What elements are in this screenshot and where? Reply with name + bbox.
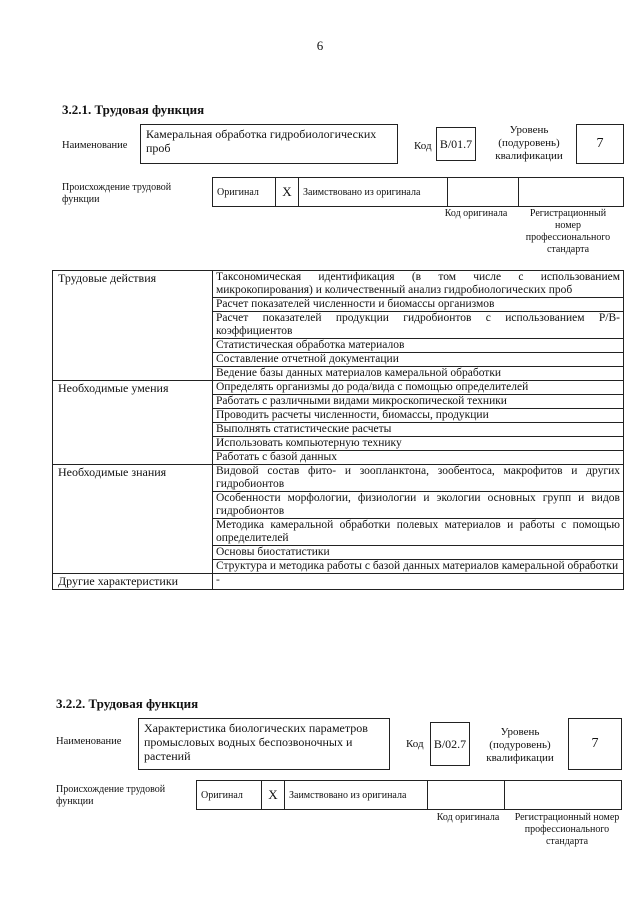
origin-table — [212, 177, 624, 207]
origin-label: Происхождение трудовой функции — [62, 182, 172, 205]
table-cell: Выполнять статистические расчеты — [213, 423, 624, 437]
section-title-3-2-2: 3.2.2. Трудовая функция — [56, 696, 199, 711]
level-label-2: Уровень (подуровень) квалификации — [486, 726, 554, 764]
level-label: Уровень (подуровень) квалификации — [495, 124, 563, 162]
table-cell: Составление отчетной документации — [213, 353, 624, 367]
origin-reg-cell — [519, 178, 624, 207]
origin-table-2 — [196, 780, 622, 810]
level-value-box-2: 7 — [568, 718, 622, 770]
category-required-skills: Необходимые умения — [53, 381, 213, 465]
table-cell: - — [213, 574, 624, 590]
table-cell: Методика камеральной обработки полевых материалов и работы с помощью определителей — [213, 519, 624, 546]
table-cell: Статистическая обработка материалов — [213, 339, 624, 353]
origin-reg-cell — [505, 781, 622, 810]
origin-code-caption-2: Код оригинала — [436, 812, 500, 823]
table-cell: Работать с различными видами микроскопической техники — [213, 395, 624, 409]
table-cell: Расчет показателей численности и биомассы организмов — [213, 298, 624, 312]
table-cell: Структура и методика работы с базой данных материалов камеральной обработки — [213, 560, 624, 574]
origin-mark-cell: X — [262, 781, 285, 810]
origin-original-cell: Оригинал — [197, 781, 262, 810]
table-row — [53, 381, 624, 395]
origin-code-cell — [428, 781, 505, 810]
table-cell: Проводить расчеты численности, биомассы, продукции — [213, 409, 624, 423]
category-required-knowledge: Необходимые знания — [53, 465, 213, 574]
table-row — [53, 465, 624, 492]
function-name-box: Камеральная обработка гидробиологических проб — [140, 124, 398, 164]
origin-reg-caption: Регистрационный номер профессионального стандарта — [525, 208, 611, 255]
function-code-box: B/01.7 — [436, 127, 476, 161]
origin-borrowed-cell: Заимствовано из оригинала — [285, 781, 428, 810]
table-cell: Работать с базой данных — [213, 451, 624, 465]
function-name-box-2: Характеристика биологических параметров промысловых водных беспозвоночных и растений — [138, 718, 390, 770]
labor-function-table — [52, 270, 624, 590]
table-cell: Расчет показателей продукции гидробионтов с использованием P/B-коэффициентов — [213, 312, 624, 339]
table-cell: Таксономическая идентификация (в том числе с использованием микрокопирования) и количественный анализ гидробиологических проб — [213, 271, 624, 298]
name-label: Наименование — [62, 140, 128, 151]
table-row — [53, 271, 624, 298]
table-cell: Ведение базы данных материалов камеральной обработки — [213, 367, 624, 381]
origin-mark-cell: X — [276, 178, 299, 207]
table-cell: Определять организмы до рода/вида с помощью определителей — [213, 381, 624, 395]
origin-original-cell: Оригинал — [213, 178, 276, 207]
table-cell: Основы биостатистики — [213, 546, 624, 560]
category-other-characteristics: Другие характеристики — [53, 574, 213, 590]
origin-reg-caption-2: Регистрационный номер профессионального стандарта — [514, 812, 620, 847]
table-cell: Особенности морфологии, физиологии и экологии основных групп и видов гидробионтов — [213, 492, 624, 519]
code-label: Код — [414, 140, 432, 152]
code-label-2: Код — [406, 738, 424, 750]
origin-label-2: Происхождение трудовой функции — [56, 784, 166, 807]
level-value-box: 7 — [576, 124, 624, 164]
table-cell: Видовой состав фито- и зоопланктона, зообентоса, макрофитов и других гидробионтов — [213, 465, 624, 492]
origin-code-cell — [448, 178, 519, 207]
page-number: 6 — [316, 38, 324, 53]
origin-borrowed-cell: Заимствовано из оригинала — [299, 178, 448, 207]
name-label-2: Наименование — [56, 736, 122, 747]
function-code-box-2: B/02.7 — [430, 722, 470, 766]
table-cell: Использовать компьютерную технику — [213, 437, 624, 451]
origin-code-caption: Код оригинала — [444, 208, 508, 219]
category-labor-actions: Трудовые действия — [53, 271, 213, 381]
section-title-3-2-1: 3.2.1. Трудовая функция — [62, 102, 205, 117]
table-row — [53, 574, 624, 590]
